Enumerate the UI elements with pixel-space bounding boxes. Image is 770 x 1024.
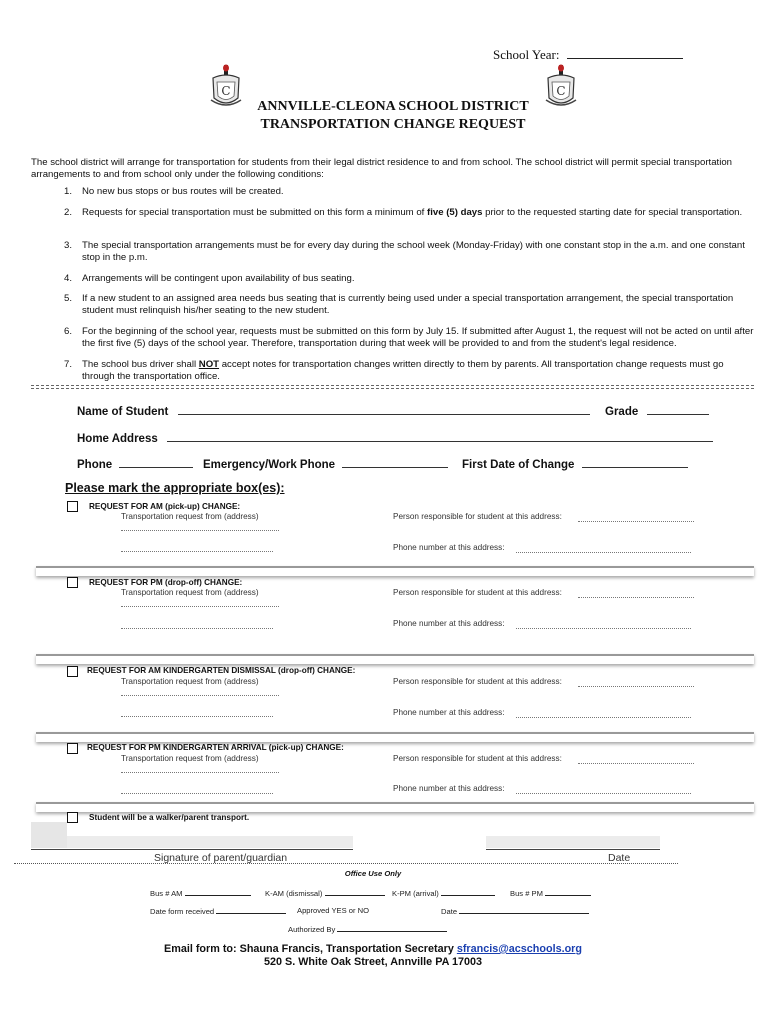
- am-kindergarten-title: REQUEST FOR AM KINDERGARTEN DISMISSAL (drop-off) CHANGE:: [87, 666, 356, 675]
- footer-address: 520 S. White Oak Street, Annville PA 17003: [263, 956, 483, 968]
- student-name-field: Name of Student: [77, 404, 590, 418]
- email-link[interactable]: sfrancis@acschools.org: [456, 943, 582, 955]
- am-address-line-1[interactable]: [121, 530, 279, 531]
- first-date-input[interactable]: [582, 457, 688, 468]
- office-date-input[interactable]: [459, 906, 589, 914]
- pm-change-checkbox[interactable]: [67, 577, 78, 588]
- divider: [31, 388, 754, 389]
- am-kindergarten-checkbox[interactable]: [67, 666, 78, 677]
- school-year: [493, 46, 683, 63]
- amk-person-label: Person responsible for student at this address:: [393, 677, 562, 686]
- amk-person-input[interactable]: [578, 686, 694, 687]
- condition-3: 3. The special transportation arrangements must be for every day during the school week (Monday-Friday) with one constant stop in the a.m. and one constant stop in the p.m.: [64, 240, 745, 263]
- pm-address-line-2[interactable]: [121, 628, 273, 629]
- date-input[interactable]: [486, 836, 660, 848]
- signature-input[interactable]: [67, 836, 353, 848]
- section-separator: [36, 566, 754, 576]
- condition-1: 1. No new bus stops or bus routes will be created.: [64, 186, 284, 197]
- pmk-address-line-1[interactable]: [121, 772, 279, 773]
- pm-change-title: REQUEST FOR PM (drop-off) CHANGE:: [89, 578, 243, 587]
- home-address-input[interactable]: [167, 431, 713, 442]
- date-line: [486, 849, 660, 850]
- date-received-input[interactable]: [216, 906, 286, 914]
- office-k-pm: K-PM (arrival): [392, 888, 495, 898]
- phone-field: Phone: [77, 457, 193, 471]
- pmk-person-input[interactable]: [578, 763, 694, 764]
- amk-phone-label: Phone number at this address:: [393, 708, 505, 717]
- condition-4: 4. Arrangements will be contingent upon availability of bus seating.: [64, 273, 355, 284]
- school-year-input[interactable]: [567, 46, 683, 59]
- am-phone-label: Phone number at this address:: [393, 543, 505, 552]
- section-separator: [36, 732, 754, 742]
- grade-input[interactable]: [647, 404, 709, 415]
- am-change-checkbox[interactable]: [67, 501, 78, 512]
- amk-address-line-1[interactable]: [121, 695, 279, 696]
- pm-kindergarten-title: REQUEST FOR PM KINDERGARTEN ARRIVAL (pick-up) CHANGE:: [87, 743, 344, 752]
- svg-text:C: C: [221, 84, 231, 98]
- signature-label: Signature of parent/guardian: [154, 852, 288, 864]
- mark-boxes-heading: Please mark the appropriate box(es):: [65, 481, 285, 495]
- pmk-person-label: Person responsible for student at this address:: [393, 754, 562, 763]
- k-pm-input[interactable]: [441, 888, 495, 896]
- pm-person-input[interactable]: [578, 597, 694, 598]
- k-am-input[interactable]: [325, 888, 385, 896]
- office-bus-pm: Bus # PM: [510, 888, 591, 898]
- pmk-phone-input[interactable]: [516, 793, 691, 794]
- page-title: [0, 98, 770, 134]
- pm-phone-input[interactable]: [516, 628, 691, 629]
- amk-address-label: Transportation request from (address): [121, 677, 259, 686]
- school-year-label: School Year:: [493, 47, 560, 62]
- signature-shade: [31, 822, 67, 848]
- emergency-phone-input[interactable]: [342, 457, 448, 468]
- pm-phone-label: Phone number at this address:: [393, 619, 505, 628]
- divider: [31, 385, 754, 386]
- section-separator: [36, 802, 754, 812]
- am-person-label: Person responsible for student at this address:: [393, 512, 562, 521]
- pm-kindergarten-checkbox[interactable]: [67, 743, 78, 754]
- amk-address-line-2[interactable]: [121, 716, 273, 717]
- pm-person-label: Person responsible for student at this address:: [393, 588, 562, 597]
- office-k-am: K-AM (dismissal): [265, 888, 385, 898]
- home-address-field: Home Address: [77, 431, 713, 445]
- office-authorized: Authorized By: [288, 924, 447, 934]
- pmk-address-line-2[interactable]: [121, 793, 273, 794]
- emergency-phone-field: Emergency/Work Phone: [203, 457, 448, 471]
- grade-field: Grade: [605, 404, 709, 418]
- am-change-title: REQUEST FOR AM (pick-up) CHANGE:: [89, 502, 241, 511]
- signature-line: [31, 849, 353, 850]
- footer-email-line: Email form to: Shauna Francis, Transportation Secretary sfrancis@acschools.org: [164, 943, 582, 955]
- pm-address-label: Transportation request from (address): [121, 588, 259, 597]
- first-date-field: First Date of Change: [462, 457, 688, 471]
- svg-text:C: C: [556, 84, 566, 98]
- condition-2: 2. Requests for special transportation must be submitted on this form a minimum of five (5) days prior to the requested starting date for special transportation.: [64, 207, 743, 218]
- pmk-address-label: Transportation request from (address): [121, 754, 259, 763]
- student-name-input[interactable]: [178, 404, 590, 415]
- footer: [0, 943, 746, 969]
- section-separator: [36, 654, 754, 664]
- pmk-phone-label: Phone number at this address:: [393, 784, 505, 793]
- office-use-heading: Office Use Only: [344, 869, 402, 878]
- intro-paragraph: The school district will arrange for transportation for students from their legal district residence to and from school. The school district will permit special transportation arrangements to and from school only under the following conditions:: [31, 157, 733, 180]
- walker-label: Student will be a walker/parent transport.: [89, 813, 250, 822]
- condition-5: 5. If a new student to an assigned area needs bus seating that is currently being used under a special transportation arrangement, the special transportation student must relinquish his/her seating to the new student.: [64, 293, 734, 316]
- bus-am-input[interactable]: [185, 888, 251, 896]
- condition-6: 6. For the beginning of the school year, requests must be submitted on this form by July 15. If submitted after August 1, the request will not be acted on until after the first five (5) days of the school year. Therefore, transportation during that week will be provided to and from the student's legal residence.: [64, 326, 754, 349]
- walker-checkbox[interactable]: [67, 812, 78, 823]
- phone-input[interactable]: [119, 457, 193, 468]
- title-line-2: TRANSPORTATION CHANGE REQUEST: [260, 117, 526, 132]
- title-line-1: ANNVILLE-CLEONA SCHOOL DISTRICT: [257, 99, 529, 114]
- am-address-label: Transportation request from (address): [121, 512, 259, 521]
- office-date: Date: [441, 906, 589, 916]
- condition-7: 7. The school bus driver shall NOT accept notes for transportation changes written directly to them by parents. All transportation change requests must go through the transportation office.: [64, 359, 724, 382]
- office-date-received: Date form received: [150, 906, 286, 916]
- amk-phone-input[interactable]: [516, 717, 691, 718]
- authorized-input[interactable]: [337, 924, 447, 932]
- bus-pm-input[interactable]: [545, 888, 591, 896]
- am-person-input[interactable]: [578, 521, 694, 522]
- date-label: Date: [608, 852, 631, 864]
- pm-address-line-1[interactable]: [121, 606, 279, 607]
- office-approved: Approved YES or NO: [297, 906, 370, 915]
- am-phone-input[interactable]: [516, 552, 691, 553]
- office-divider: [14, 863, 678, 864]
- am-address-line-2[interactable]: [121, 551, 273, 552]
- office-bus-am: Bus # AM: [150, 888, 251, 898]
